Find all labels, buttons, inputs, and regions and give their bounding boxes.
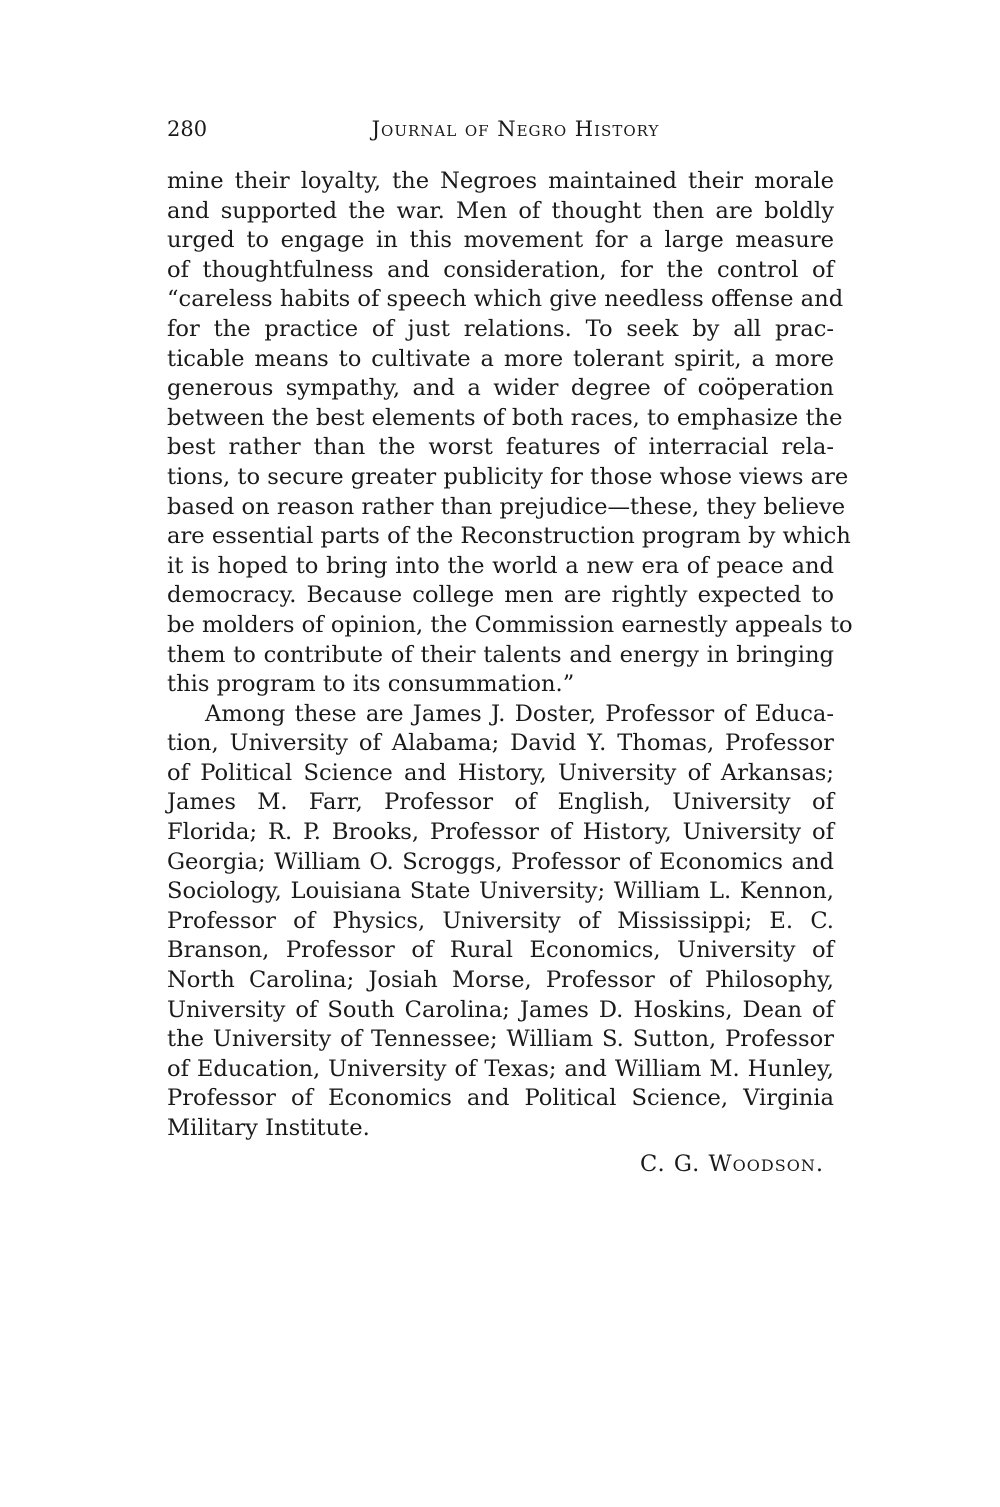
paragraph-quotation [167,167,853,700]
text-line: based on reason rather than prejudice—these, they believe [167,493,846,520]
text-line: mine their loyalty, the Negroes maintained their morale [167,168,834,194]
body-text [167,167,853,1179]
text-line: of thoughtfulness and consideration, for the control of [167,256,834,283]
author-signature: C. G. Woodson. [640,1150,824,1177]
text-line: North Carolina; Josiah Morse, Professor of Philosophy, [167,967,834,994]
text-line: be molders of opinion, the Commission earnestly appeals to [167,611,853,638]
journal-title: Journal of Negro History [371,117,660,141]
text-line: James M. Farr, Professor of English, University of [167,789,834,816]
text-line: of Political Science and History, University of Arkansas; [167,759,834,786]
page-number: 280 [167,117,208,141]
paragraph-members-list [167,700,834,1144]
text-line: Florida; R. P. Brooks, Professor of History, University of [167,819,834,846]
text-line: democracy. Because college men are rightly expected to [167,582,834,609]
text-line: urged to engage in this movement for a large measure [167,227,834,254]
text-line: Professor of Physics, University of Mississippi; E. C. [167,907,834,934]
text-line: Branson, Professor of Rural Economics, University of [167,937,834,964]
text-line: Among these are James J. Doster, Professor of Educa- [205,700,834,727]
text-line: are essential parts of the Reconstruction program by which [167,523,851,550]
text-line: Military Institute. [167,1115,370,1141]
text-line: the University of Tennessee; William S. Sutton, Professor [167,1026,834,1053]
text-line: of Education, University of Texas; and William M. Hunley, [167,1055,834,1082]
text-line: it is hoped to bring into the world a new era of peace and [167,552,834,579]
text-line: generous sympathy, and a wider degree of coöperation [167,375,834,402]
text-line: “careless habits of speech which give needless offense and [167,286,844,313]
text-line: best rather than the worst features of interracial rela- [167,434,834,461]
text-line: this program to its consummation.” [167,671,575,698]
text-line: between the best elements of both races, to emphasize the [167,404,843,431]
text-line: tions, to secure greater publicity for those whose views are [167,463,849,490]
text-line: Georgia; William O. Scroggs, Professor of Economics and [167,848,834,875]
text-line: and supported the war. Men of thought then are boldly [167,197,834,224]
text-line: them to contribute of their talents and energy in bringing [167,641,834,668]
document-page [167,112,853,1179]
text-line: Professor of Economics and Political Science, Virginia [167,1085,834,1112]
text-line: Sociology, Louisiana State University; William L. Kennon, [167,878,834,905]
text-line: for the practice of just relations. To seek by all prac- [167,315,834,342]
text-line: University of South Carolina; James D. Hoskins, Dean of [167,996,834,1023]
running-head [167,112,834,146]
text-line: tion, University of Alabama; David Y. Thomas, Professor [167,730,834,757]
text-line: ticable means to cultivate a more tolerant spirit, a more [167,345,834,372]
